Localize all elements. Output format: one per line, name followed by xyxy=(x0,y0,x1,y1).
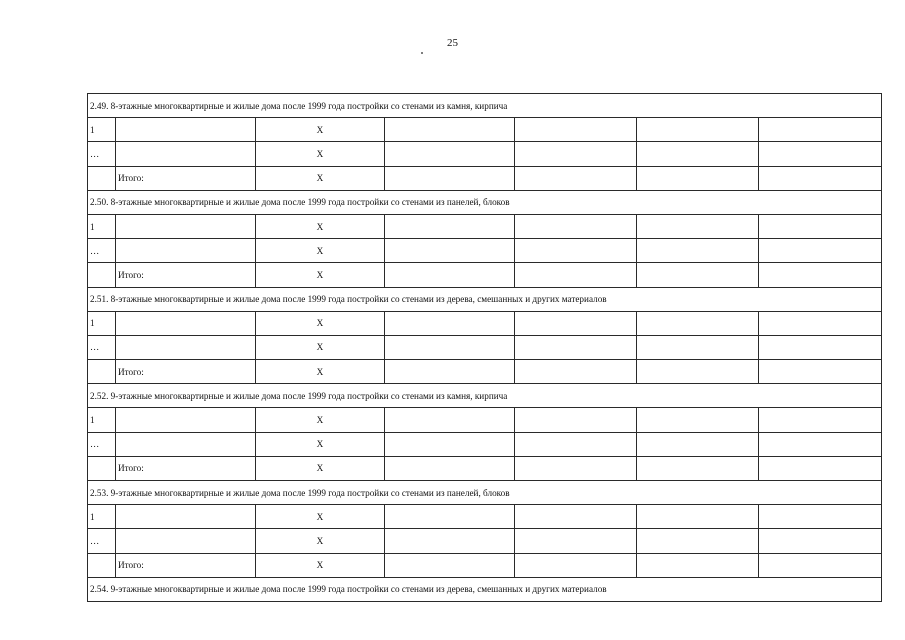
value-cell xyxy=(637,432,759,456)
table-row xyxy=(88,118,882,142)
row-number-cell: 1 xyxy=(88,311,116,335)
value-cell xyxy=(637,553,759,577)
table-row xyxy=(88,166,882,190)
value-cell xyxy=(759,166,882,190)
row-name-cell: Итого: xyxy=(116,456,256,480)
value-cell xyxy=(759,553,882,577)
mark-cell: X xyxy=(256,432,385,456)
value-cell xyxy=(759,335,882,359)
row-name-cell: Итого: xyxy=(116,166,256,190)
section-title: 2.52. 9-этажные многоквартирные и жилые дома после 1999 года постройки со стенами из камня, кирпича xyxy=(88,384,882,408)
value-cell xyxy=(515,142,637,166)
mark-cell: X xyxy=(256,505,385,529)
value-cell xyxy=(515,118,637,142)
mark-cell: X xyxy=(256,263,385,287)
row-name-cell xyxy=(116,142,256,166)
table-row xyxy=(88,142,882,166)
value-cell xyxy=(637,335,759,359)
value-cell xyxy=(385,505,515,529)
value-cell xyxy=(759,311,882,335)
value-cell xyxy=(759,408,882,432)
value-cell xyxy=(385,239,515,263)
value-cell xyxy=(385,432,515,456)
value-cell xyxy=(385,408,515,432)
mark-cell: X xyxy=(256,408,385,432)
row-number-cell: … xyxy=(88,239,116,263)
value-cell xyxy=(637,142,759,166)
table-row xyxy=(88,263,882,287)
table-row xyxy=(88,505,882,529)
table-row xyxy=(88,239,882,263)
value-cell xyxy=(637,529,759,553)
value-cell xyxy=(515,166,637,190)
value-cell xyxy=(385,263,515,287)
value-cell xyxy=(637,263,759,287)
mark-cell: X xyxy=(256,360,385,384)
value-cell xyxy=(637,118,759,142)
value-cell xyxy=(637,214,759,238)
value-cell xyxy=(759,360,882,384)
table-row xyxy=(88,432,882,456)
row-name-cell xyxy=(116,118,256,142)
mark-cell: X xyxy=(256,214,385,238)
section-header-row xyxy=(88,190,882,214)
scan-speck xyxy=(421,52,423,54)
row-number-cell: … xyxy=(88,432,116,456)
section-title: 2.49. 8-этажные многоквартирные и жилые дома после 1999 года постройки со стенами из камня, кирпича xyxy=(88,94,882,118)
table-row xyxy=(88,311,882,335)
row-name-cell xyxy=(116,335,256,359)
value-cell xyxy=(515,263,637,287)
table-row xyxy=(88,214,882,238)
housing-table xyxy=(87,93,882,602)
section-header-row xyxy=(88,577,882,601)
value-cell xyxy=(759,432,882,456)
row-number-cell: … xyxy=(88,529,116,553)
row-number-cell: 1 xyxy=(88,214,116,238)
row-name-cell xyxy=(116,311,256,335)
value-cell xyxy=(637,408,759,432)
page-number: 25 xyxy=(447,37,458,49)
row-name-cell xyxy=(116,214,256,238)
value-cell xyxy=(637,505,759,529)
mark-cell: X xyxy=(256,166,385,190)
table-body xyxy=(88,94,882,602)
table-row xyxy=(88,456,882,480)
value-cell xyxy=(515,239,637,263)
section-header-row xyxy=(88,287,882,311)
mark-cell: X xyxy=(256,239,385,263)
value-cell xyxy=(385,311,515,335)
row-number-cell xyxy=(88,456,116,480)
row-number-cell: … xyxy=(88,142,116,166)
value-cell xyxy=(385,456,515,480)
value-cell xyxy=(515,456,637,480)
row-number-cell xyxy=(88,263,116,287)
table-row xyxy=(88,408,882,432)
row-name-cell: Итого: xyxy=(116,553,256,577)
row-number-cell: … xyxy=(88,335,116,359)
row-name-cell: Итого: xyxy=(116,263,256,287)
value-cell xyxy=(637,360,759,384)
section-title: 2.54. 9-этажные многоквартирные и жилые дома после 1999 года постройки со стенами из дерева, смешанных и других материалов xyxy=(88,577,882,601)
mark-cell: X xyxy=(256,118,385,142)
value-cell xyxy=(637,166,759,190)
table-row xyxy=(88,553,882,577)
table-row xyxy=(88,335,882,359)
mark-cell: X xyxy=(256,456,385,480)
value-cell xyxy=(515,311,637,335)
row-number-cell: 1 xyxy=(88,505,116,529)
value-cell xyxy=(759,529,882,553)
value-cell xyxy=(759,456,882,480)
row-number-cell xyxy=(88,166,116,190)
row-name-cell xyxy=(116,239,256,263)
row-number-cell xyxy=(88,360,116,384)
value-cell xyxy=(515,360,637,384)
section-header-row xyxy=(88,384,882,408)
value-cell xyxy=(515,553,637,577)
value-cell xyxy=(515,529,637,553)
row-name-cell: Итого: xyxy=(116,360,256,384)
row-name-cell xyxy=(116,529,256,553)
mark-cell: X xyxy=(256,529,385,553)
value-cell xyxy=(515,505,637,529)
table-row xyxy=(88,360,882,384)
mark-cell: X xyxy=(256,553,385,577)
value-cell xyxy=(385,360,515,384)
row-name-cell xyxy=(116,408,256,432)
value-cell xyxy=(385,142,515,166)
value-cell xyxy=(385,529,515,553)
value-cell xyxy=(759,263,882,287)
value-cell xyxy=(637,311,759,335)
section-title: 2.53. 9-этажные многоквартирные и жилые дома после 1999 года постройки со стенами из панелей, блоков xyxy=(88,481,882,505)
value-cell xyxy=(515,214,637,238)
value-cell xyxy=(759,239,882,263)
value-cell xyxy=(637,456,759,480)
value-cell xyxy=(637,239,759,263)
value-cell xyxy=(759,118,882,142)
value-cell xyxy=(759,142,882,166)
value-cell xyxy=(759,214,882,238)
row-number-cell: 1 xyxy=(88,118,116,142)
section-title: 2.50. 8-этажные многоквартирные и жилые дома после 1999 года постройки со стенами из панелей, блоков xyxy=(88,190,882,214)
section-title: 2.51. 8-этажные многоквартирные и жилые дома после 1999 года постройки со стенами из дерева, смешанных и других материалов xyxy=(88,287,882,311)
mark-cell: X xyxy=(256,335,385,359)
value-cell xyxy=(385,214,515,238)
value-cell xyxy=(385,553,515,577)
value-cell xyxy=(515,432,637,456)
section-header-row xyxy=(88,481,882,505)
row-number-cell xyxy=(88,553,116,577)
value-cell xyxy=(385,118,515,142)
value-cell xyxy=(385,166,515,190)
row-name-cell xyxy=(116,432,256,456)
table-row xyxy=(88,529,882,553)
mark-cell: X xyxy=(256,142,385,166)
value-cell xyxy=(759,505,882,529)
row-number-cell: 1 xyxy=(88,408,116,432)
mark-cell: X xyxy=(256,311,385,335)
section-header-row xyxy=(88,94,882,118)
value-cell xyxy=(385,335,515,359)
row-name-cell xyxy=(116,505,256,529)
value-cell xyxy=(515,335,637,359)
value-cell xyxy=(515,408,637,432)
